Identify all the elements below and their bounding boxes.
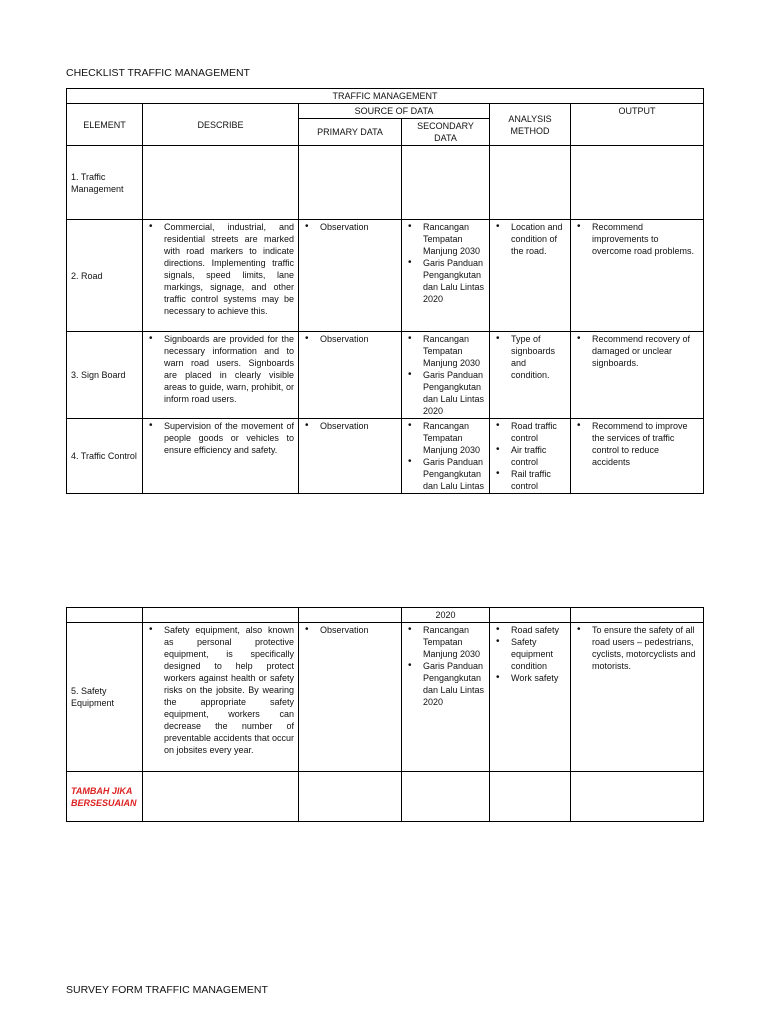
secondary-cell: [402, 332, 490, 419]
table-row: [67, 220, 704, 332]
primary-cell: [299, 146, 402, 220]
table-group-header: TRAFFIC MANAGEMENT: [67, 89, 704, 104]
primary-cell: [299, 772, 402, 822]
analysis-bullet: • Rail traffic control: [494, 468, 566, 492]
secondary-bullet: • Rancangan Tempatan Manjung 2030: [406, 221, 485, 257]
table-row: [67, 608, 704, 623]
secondary-cell: [402, 623, 490, 772]
describe-bullet: • Commercial, industrial, and residential streets are marked with road markers to indicate directions. Implementing traffic signals, speed limits, lane markings, signage, and other traffic control systems may be necessary to achieve this.: [147, 221, 294, 317]
table-row: [67, 623, 704, 772]
describe-cell: [143, 772, 299, 822]
analysis-cell: [490, 220, 571, 332]
secondary-bullet: • Garis Panduan Pengangkutan dan Lalu Lintas 2020: [406, 660, 485, 708]
header-analysis-line-2: METHOD: [510, 125, 550, 136]
describe-bullet: • Supervision of the movement of people goods or vehicles to ensure efficiency and safety.: [147, 420, 294, 456]
secondary-cell: [402, 419, 490, 494]
secondary-cell: [402, 146, 490, 220]
table-row: [67, 419, 704, 494]
secondary-bullet: • Garis Panduan Pengangkutan dan Lalu Lintas: [406, 456, 485, 492]
analysis-cell: [490, 623, 571, 772]
header-analysis-line-1: ANALYSIS: [508, 113, 552, 124]
element-cell: 3. Sign Board: [67, 332, 143, 419]
describe-cell: [143, 419, 299, 494]
primary-bullet: • Observation: [303, 420, 397, 432]
secondary-cell: [402, 220, 490, 332]
output-cell: [571, 772, 704, 822]
analysis-bullet: • Location and condition of the road.: [494, 221, 566, 257]
checklist-table: [66, 88, 704, 494]
output-bullet: • Recommend to improve the services of traffic control to reduce accidents: [575, 420, 699, 468]
secondary-bullet: • Rancangan Tempatan Manjung 2030: [406, 420, 485, 456]
primary-bullet: • Observation: [303, 221, 397, 233]
analysis-cell: [490, 772, 571, 822]
document-title: CHECKLIST TRAFFIC MANAGEMENT: [66, 67, 250, 79]
analysis-bullet: • Safety equipment condition: [494, 636, 566, 672]
element-cell: 5. Safety Equipment: [67, 623, 143, 772]
secondary-bullet: • Rancangan Tempatan Manjung 2030: [406, 624, 485, 660]
element-cell: 4. Traffic Control: [67, 419, 143, 494]
header-secondary: SECONDARY DATA: [402, 119, 490, 146]
element-cell: 2. Road: [67, 220, 143, 332]
header-describe: DESCRIBE: [143, 104, 299, 146]
output-cell: [571, 623, 704, 772]
survey-form-title: SURVEY FORM TRAFFIC MANAGEMENT: [66, 984, 268, 996]
primary-cell: [299, 608, 402, 623]
table-row: [67, 146, 704, 220]
secondary-bullet: • Rancangan Tempatan Manjung 2030: [406, 333, 485, 369]
table-header-row: [67, 89, 704, 104]
primary-cell: [299, 623, 402, 772]
header-analysis: [490, 104, 571, 146]
table-header-row: [67, 104, 704, 119]
secondary-cell: [402, 772, 490, 822]
header-output: OUTPUT: [571, 104, 704, 146]
analysis-cell: [490, 608, 571, 623]
describe-bullet: • Signboards are provided for the necessary information and to warn road users. Signboards are placed in clearly visible areas to guide, warn, prohibit, or inform road users.: [147, 333, 294, 405]
header-element: ELEMENT: [67, 104, 143, 146]
describe-cell: [143, 623, 299, 772]
output-cell: [571, 220, 704, 332]
table-row: [67, 332, 704, 419]
output-cell: [571, 419, 704, 494]
secondary-bullet: • Garis Panduan Pengangkutan dan Lalu Lintas 2020: [406, 369, 485, 417]
output-bullet: • Recommend recovery of damaged or unclear signboards.: [575, 333, 699, 369]
element-cell: 1. Traffic Management: [67, 146, 143, 220]
header-source: SOURCE OF DATA: [299, 104, 490, 119]
primary-cell: [299, 220, 402, 332]
output-bullet: • Recommend improvements to overcome road problems.: [575, 221, 699, 257]
table-row: [67, 772, 704, 822]
primary-bullet: • Observation: [303, 333, 397, 345]
describe-cell: [143, 220, 299, 332]
primary-cell: [299, 332, 402, 419]
output-cell: [571, 332, 704, 419]
analysis-bullet: • Work safety: [494, 672, 566, 684]
output-cell: [571, 146, 704, 220]
element-cell: [67, 608, 143, 623]
describe-bullet: • Safety equipment, also known as personal protective equipment, is specifically designed to help protect workers against health or safety risks on the jobsite. By wearing the appropriate safety equipment, workers can decrease the number of preventable accidents that occur on jobsites every year.: [147, 624, 294, 756]
add-if-applicable-label: TAMBAH JIKA BERSESUAIAN: [67, 772, 143, 822]
primary-bullet: • Observation: [303, 624, 397, 636]
analysis-bullet: • Road safety: [494, 624, 566, 636]
analysis-cell: [490, 419, 571, 494]
analysis-cell: [490, 332, 571, 419]
analysis-bullet: • Air traffic control: [494, 444, 566, 468]
analysis-bullet: • Type of signboards and condition.: [494, 333, 566, 381]
analysis-bullet: • Road traffic control: [494, 420, 566, 444]
output-cell: [571, 608, 704, 623]
describe-cell: [143, 608, 299, 623]
secondary-cell: 2020: [402, 608, 490, 623]
describe-cell: [143, 146, 299, 220]
secondary-bullet: • Garis Panduan Pengangkutan dan Lalu Lintas 2020: [406, 257, 485, 305]
output-bullet: • To ensure the safety of all road users – pedestrians, cyclists, motorcyclists and motorists.: [575, 624, 699, 672]
checklist-table-continued: [66, 607, 704, 822]
primary-cell: [299, 419, 402, 494]
analysis-cell: [490, 146, 571, 220]
header-primary: PRIMARY DATA: [299, 119, 402, 146]
describe-cell: [143, 332, 299, 419]
